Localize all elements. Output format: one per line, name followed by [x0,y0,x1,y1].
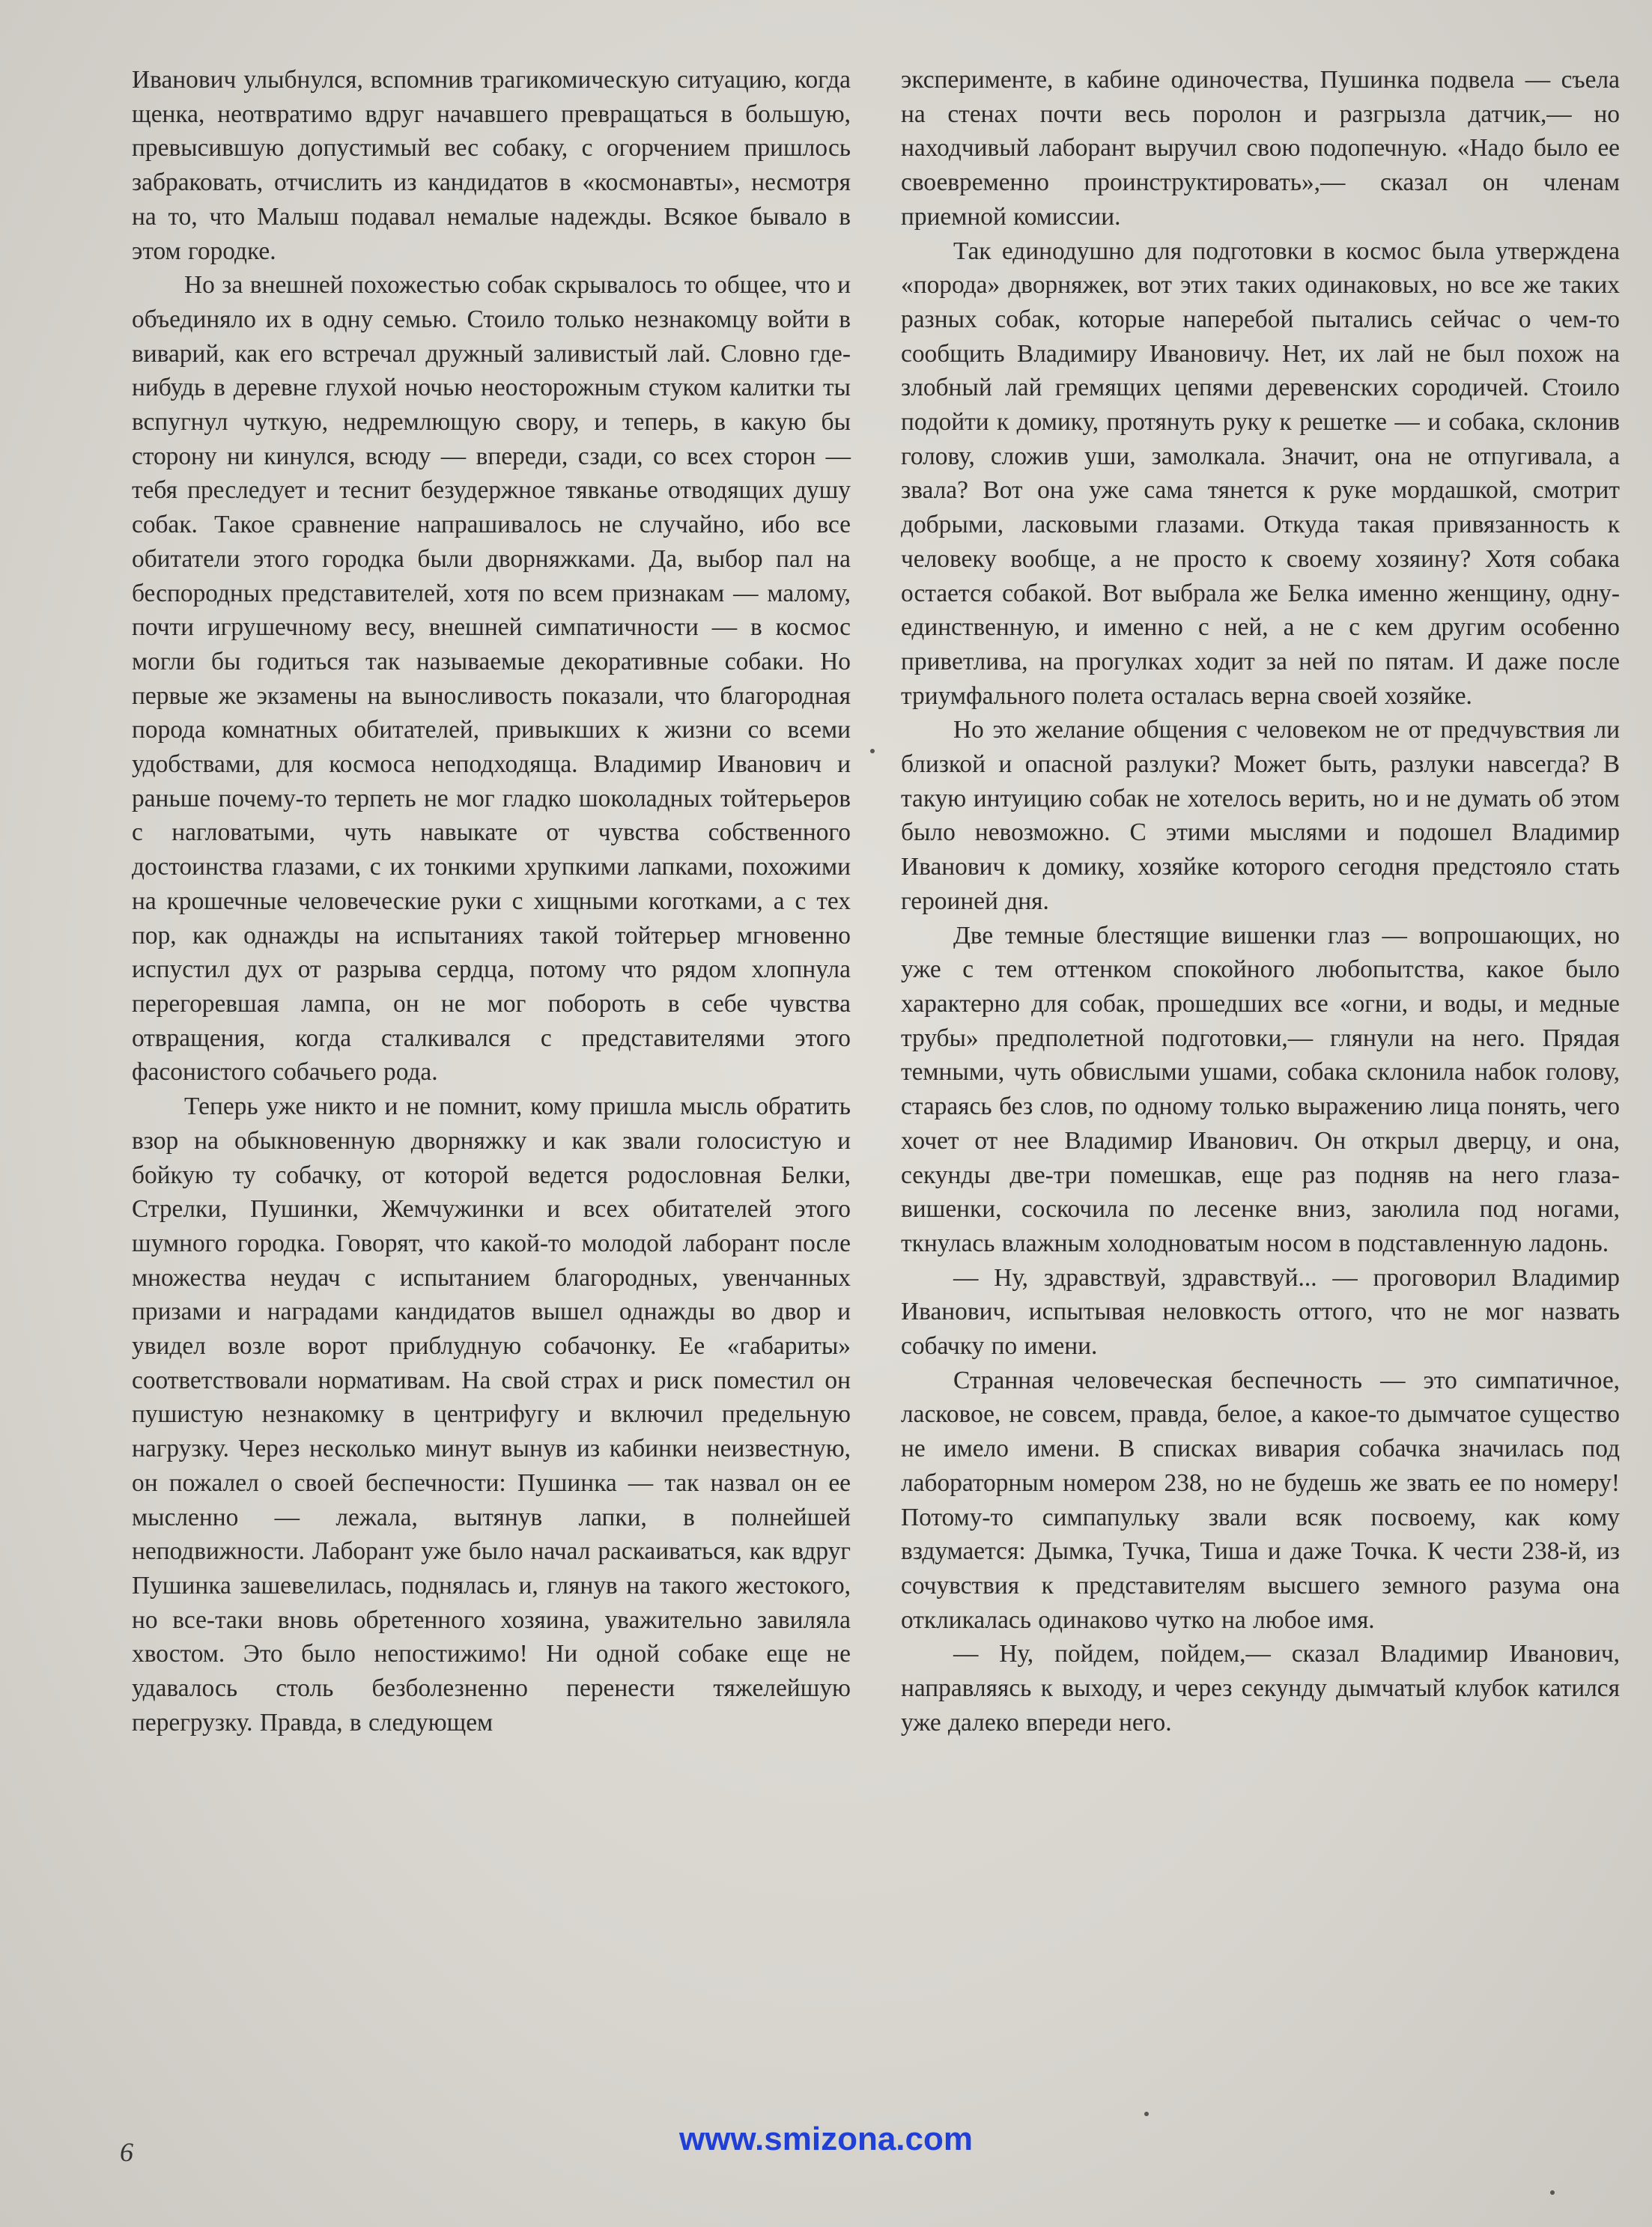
print-speck [1144,2112,1149,2116]
right-text-column [901,63,1620,1740]
paragraph: — Ну, пойдем, пойдем,— сказал Владимир Иванович, направляясь к выходу, и через секунду дымчатый клубок катился уже далеко впереди него. [901,1640,1620,1737]
left-text-column [132,63,851,1740]
paragraph: Но за внешней похожестью собак скрывалось то общее, что и объединяло их в одну семью. Стоило только незнакомцу войти в виварий, как его встречал дружный заливистый лай. Словно где-нибудь в деревне глухой ночью неосторожным стуком калитки ты вспугнул чуткую, недремлющую свору, и теперь, в какую бы сторону ни кинулся, всюду — впереди, сзади, со всех сторон — тебя преследует и теснит безудержное тявканье отводящих душу собак. Такое сравнение напрашивалось не случайно, ибо все обитатели этого городка были дворняжками. Да, выбор пал на беспородных представителей, хотя по всем признакам — малому, почти игрушечному весу, внешней симпатичности — в космос могли бы годиться так называемые декоративные собаки. Но первые же экзамены на выносливость показали, что благородная порода комнатных обитателей, привыкших к жизни со всеми удобствами, для космоса неподходяща. Владимир Иванович и раньше почему-то терпеть не мог гладко шоколадных тойтерьеров с нагловатыми, чуть навыкате от чувства собственного достоинства глазами, с их тонкими хрупкими лапками, похожими на крошечные человеческие руки с хищными коготками, а с тех пор, как однажды на испытаниях такой тойтерьер мгновенно испустил дух от разрыва сердца, потому что рядом хлопнула перегоревшая лампа, он не мог побороть в себе чувства отвращения, когда сталкивался с представителями этого фасонистого собачьего рода. [132,271,851,1087]
page-number: 6 [120,2137,133,2167]
paragraph: Но это желание общения с человеком не от предчувствия ли близкой и опасной разлуки? Может быть, разлуки навсегда? В такую интуицию собак не хотелось верить, но и не думать об этом было невозможно. С этими мыслями и подошел Владимир Иванович к домику, хозяйке которого сегодня предстояло стать героиней дня. [901,716,1620,915]
paragraph: эксперименте, в кабине одиночества, Пушинка подвела — съела на стенах почти весь поролон и разгрызла датчик,— но находчивый лаборант выручил свою подопечную. «Надо было ее своевременно проинструктировать»,— сказал он членам приемной комиссии. [901,66,1620,231]
watermark-link[interactable]: www.smizona.com [678,2121,973,2157]
paragraph: Иванович улыбнулся, вспомнив трагикомическую ситуацию, когда щенка, неотвратимо вдруг начавшего превращаться в большую, превысившую допустимый вес собаку, с огорчением пришлось забраковать, отчислить из кандидатов в «космонавты», несмотря на то, что Малыш подавал немалые надежды. Всякое бывало в этом городке. [132,66,851,265]
paragraph: — Ну, здравствуй, здравствуй... — проговорил Владимир Иванович, испытывая неловкость оттого, что не мог назвать собачку по имени. [901,1263,1620,1361]
paragraph: Теперь уже никто и не помнит, кому пришла мысль обратить взор на обыкновенную дворняжку и как звали голосистую и бойкую ту собачку, от которой ведется родословная Белки, Стрелки, Пушинки, Жемчужинки и всех обитателей этого шумного городка. Говорят, что какой-то молодой лаборант после множества неудач с испытанием благородных, увенчанных призами и наградами кандидатов вышел однажды во двор и увидел возле ворот приблудную собачонку. Ее «габариты» соответствовали нормативам. На свой страх и риск поместил он пушистую незнакомку в центрифугу и включил предельную нагрузку. Через несколько минут вынув из кабинки неизвестную, он пожалел о своей беспечности: Пушинка — так назвал он ее мысленно — лежала, вытянув лапки, в полнейшей неподвижности. Лаборант уже было начал раскаиваться, как вдруг Пушинка зашевелилась, поднялась и, глянув на такого жестокого, но все-таки вновь обретенного хозяина, уважительно завиляла хвостом. Это было непостижимо! Ни одной собаке еще не удавалось столь безболезненно перенести тяжелейшую перегрузку. Правда, в следующем [132,1093,851,1737]
paragraph: Так единодушно для подготовки в космос была утверждена «порода» дворняжек, вот этих таких одинаковых, но все же таких разных собак, которые наперебой пытались сейчас о чем-то сообщить Владимиру Ивановичу. Нет, их лай не был похож на злобный лай гремящих цепями деревенских сородичей. Стоило подойти к домику, протянуть руку к решетке — и собака, склонив голову, сложив уши, замолкала. Значит, она не отпугивала, а звала? Вот она уже сама тянется к руке мордашкой, смотрит добрыми, ласковыми глазами. Откуда такая привязанность к человеку вообще, а не просто к своему хозяину? Хотя собака остается собакой. Вот выбрала же Белка именно женщину, одну-единственную, и именно с ней, а не с кем другим особенно приветлива, на прогулках ходит за ней по пятам. И даже после триумфального полета осталась верна своей хозяйке. [901,237,1620,710]
print-speck [1550,2190,1555,2195]
paragraph: Странная человеческая беспечность — это симпатичное, ласковое, не совсем, правда, белое, а какое-то дымчатое существо не имело имени. В списках вивария собачка значилась под лабораторным номером 238, но не будешь же звать ее по номеру! Потому-то симпапульку звали всяк посвоему, как кому вздумается: Дымка, Тучка, Тиша и даже Точка. К чести 238-й, из сочувствия к представителям высшего земного разума она откликалась одинаково чутко на любое имя. [901,1366,1620,1634]
print-speck [870,749,875,753]
paragraph: Две темные блестящие вишенки глаз — вопрошающих, но уже с тем оттенком спокойного любопытства, какое было характерно для собак, прошедших все «огни, и воды, и медные трубы» предполетной подготовки,— глянули на него. Прядая темными, чуть обвислыми ушами, собака склонила набок голову, стараясь без слов, по одному только выражению лица понять, чего хочет от нее Владимир Иванович. Он открыл дверцу, и она, секунды две-три помешкав, еще раз подняв на него глаза-вишенки, соскочила по лесенке вниз, заюлила под ногами, ткнулась влажным холодноватым носом в подставленную ладонь. [901,921,1620,1257]
